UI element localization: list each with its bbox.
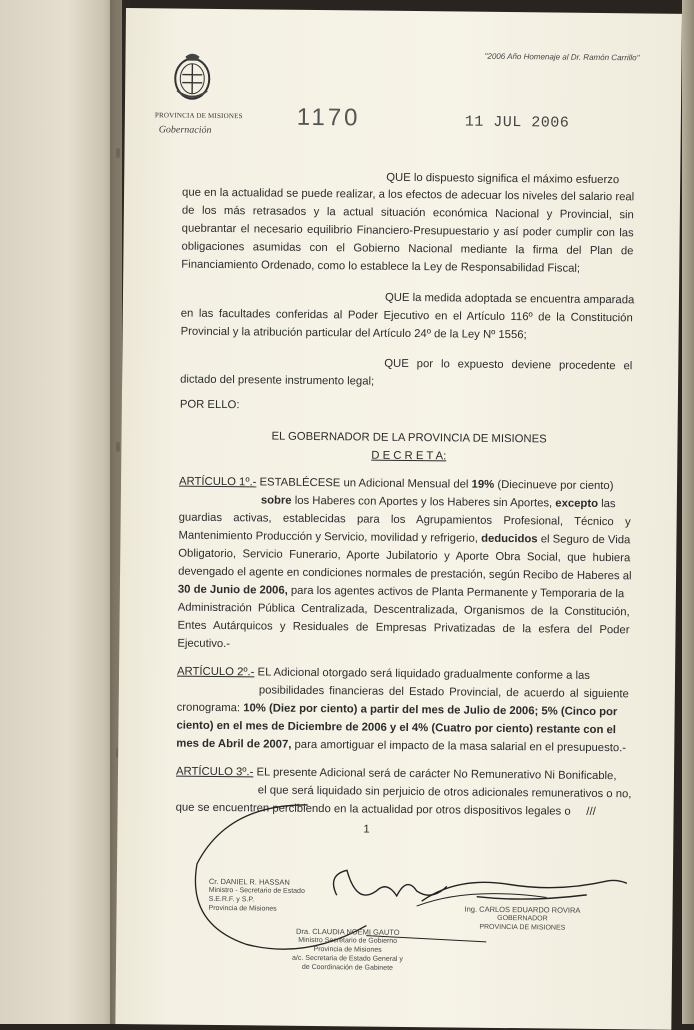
article-2-line: ciento) en el mes de Diciembre de 2006 y el 4% (Cuatro por ciento) restante con el: [176, 719, 616, 737]
article-1-title: ARTÍCULO 1º.-: [178, 475, 257, 489]
decreta-heading: D E C R E T A:: [371, 449, 447, 463]
paragraph-line: que en la actualidad se puede realizar, a los efectos de adecuar los niveles del salario real: [182, 186, 635, 204]
provincial-seal-icon: [171, 48, 214, 102]
article-1-line: Mantenimiento Producción y Servicio, movilidad y refrigerio, deducidos el Seguro de Vida: [178, 529, 631, 547]
signature-block-hassan: Cr. DANIEL R. HASSAN Ministro - Secretario de Estado S.E.R.F. y S.P. Provincia de Misiones: [208, 876, 305, 913]
paragraph-line: QUE la medida adoptada se encuentra amparada: [384, 291, 635, 307]
article-1-line: Obligatorio, Servicio Funerario, Aporte Jubilatorio y Aporte Obra Social, que hubiera: [178, 547, 631, 565]
paragraph-line: quebrantar el necesario equilibrio Financiero-Presupuestario y así poder cumplir con las: [181, 222, 634, 240]
governor-heading: EL GOBERNADOR DE LA PROVINCIA DE MISIONES: [271, 430, 547, 446]
article-2-line: mes de Abril de 2007, para amortiguar el impacto de la masa salarial en el presupuesto.-: [176, 737, 627, 755]
article-1-line: sobre los Haberes con Aportes y los Haberes sin Aportes, excepto las: [260, 494, 616, 511]
signature-block-rovira: Ing. CARLOS EDUARDO ROVIRA GOBERNADOR PROVINCIA DE MISIONES: [464, 904, 581, 932]
article-1-line: devengado el agente en condiciones normales de prestación, según Recibo de Haberes al: [178, 565, 632, 583]
signature-block-gauto: Dra. CLAUDIA NOEMI GAUTO Ministro Secretario de Gobierno Provincia de Misiones a/c. Secretaria de Estado General y de Coordinación de Gabinete: [292, 926, 403, 972]
paragraph-line: QUE lo dispuesto significa el máximo esfuerzo: [386, 171, 620, 187]
header-motto: "2006 Año Homenaje al Dr. Ramón Carrillo": [484, 51, 640, 63]
article-2-title: ARTÍCULO 2º.-: [176, 665, 255, 679]
article-3-line: ARTÍCULO 3º.- EL presente Adicional será de carácter No Remunerativo Ni Bonificable,: [175, 765, 617, 783]
left-book-page: [0, 0, 122, 1024]
article-2-line: ARTÍCULO 2º.- EL Adicional otorgado será liquidado gradualmente conforme a las: [176, 665, 591, 682]
article-1-line: Ejecutivo.-: [177, 637, 231, 651]
binding-hole: [116, 442, 120, 452]
binding-hole: [116, 148, 120, 158]
por-ello-label: POR ELLO:: [179, 398, 240, 412]
decree-number-stamp: 1170: [296, 103, 361, 132]
article-3-line: el que será liquidado sin perjuicio de otros adicionales remunerativos o no,: [257, 784, 632, 801]
article-1-line: Entes Autárquicos y Residuales de Empresas Privatizadas de la esfera del Poder: [177, 619, 630, 637]
article-1-line: guardias activas, establecidas para los Agrupamientos Profesional, Técnico y: [178, 511, 631, 529]
paragraph-line: dictado del presente instrumento legal;: [180, 373, 375, 388]
article-1-line: ARTÍCULO 1º.- ESTABLÉCESE un Adicional Mensual del 19% (Diecinueve por ciento): [178, 475, 614, 493]
paragraph-line: Financiamiento Ordenado, como lo establece la Ley de Responsabilidad Fiscal;: [181, 258, 581, 275]
article-1-line: 30 de Junio de 2006, para los agentes activos de Planta Permanente y Temporaria de la: [177, 583, 625, 601]
article-3-title: ARTÍCULO 3º.-: [175, 765, 254, 779]
article-3-line: que se encuentren percibiendo en la actualidad por otros dispositivos legales o ///: [175, 801, 596, 818]
article-2-line: cronograma: 10% (Diez por ciento) a partir del mes de Julio de 2006; 5% (Cinco por: [176, 701, 618, 719]
government-label: Gobernación: [158, 124, 212, 136]
article-1-line: Administración Pública Centralizada, Descentralizada, Organismos de la Constitución,: [177, 601, 630, 619]
article-2-line: posibilidades financieras del Estado Provincial, de acuerdo al siguiente: [258, 684, 629, 701]
page-mark: 1: [363, 823, 370, 836]
paragraph-line: QUE por lo expuesto deviene procedente el: [384, 357, 633, 373]
page-edge-stack: [682, 0, 694, 1024]
province-label: PROVINCIA DE MISIONES: [154, 111, 243, 121]
paragraph-line: obligaciones asumidas con el Gobierno Nacional mediante la firma del Plan de: [181, 240, 634, 258]
paragraph-line: Provincial y la atribución particular del Artículo 24º de la Ley Nº 1556;: [180, 325, 527, 342]
decree-page: [115, 8, 682, 1030]
paragraph-line: de los más retrasados y la actual situación económica Nacional y Provincial, sin: [181, 204, 634, 222]
paragraph-line: en las facultades conferidas al Poder Ejecutivo en el Artículo 116º de la Constitución: [180, 307, 633, 325]
decree-date-stamp: 11 JUL 2006: [464, 113, 570, 132]
